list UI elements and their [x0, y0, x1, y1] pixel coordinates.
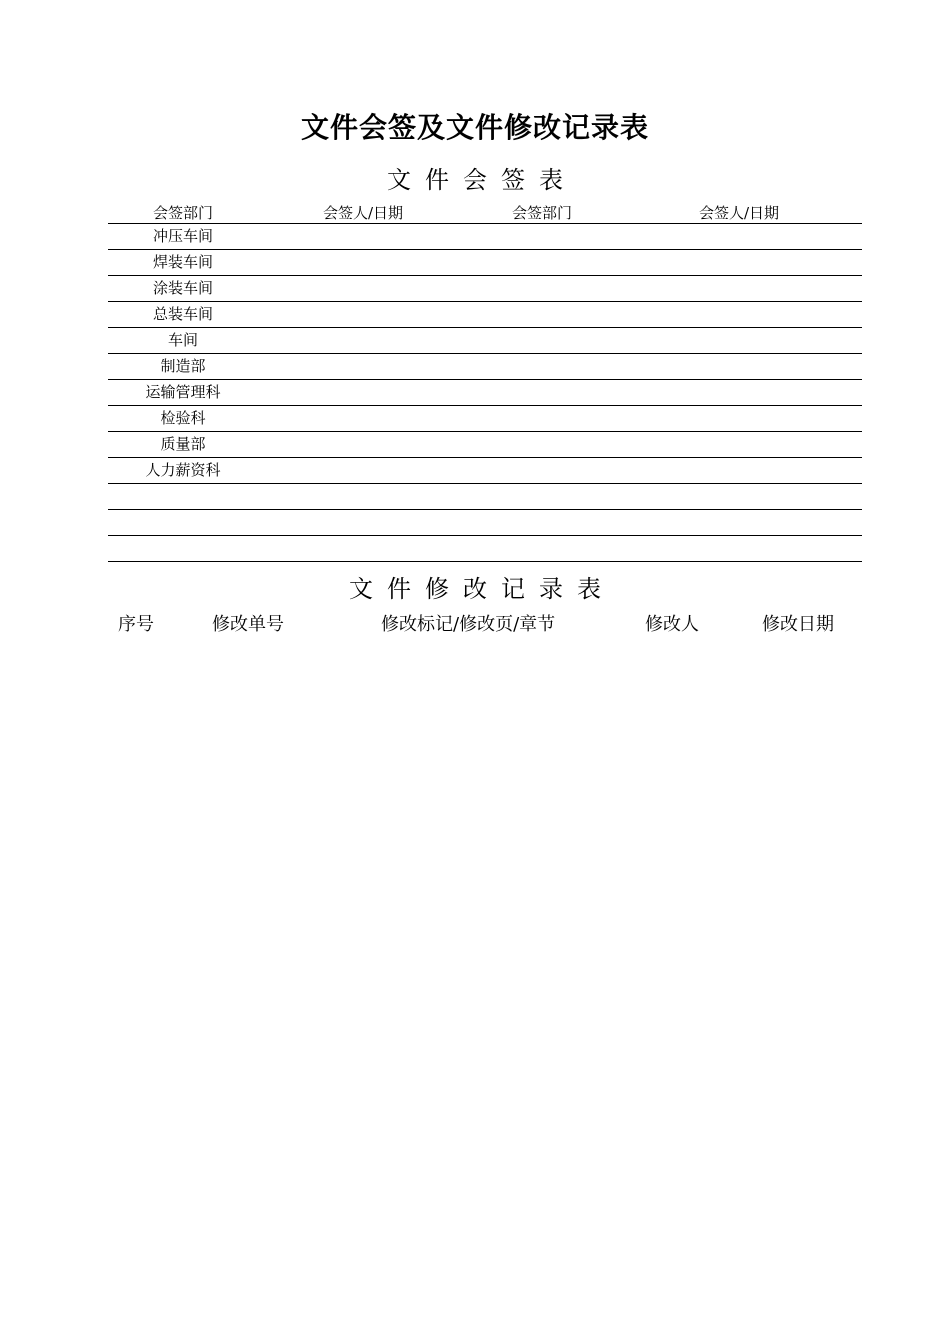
- sign-table-title: 文件会签表: [387, 166, 577, 194]
- header-modifier: 修改人: [645, 614, 699, 635]
- department-cell[interactable]: [468, 328, 616, 354]
- table-row: [108, 380, 862, 406]
- signer-date-cell[interactable]: [258, 276, 468, 302]
- modification-table-title: 文件修改记录表: [349, 575, 615, 603]
- department-cell[interactable]: [468, 302, 616, 328]
- header-signer-date-2: 会签人/日期: [616, 199, 862, 224]
- signer-date-cell[interactable]: [258, 250, 468, 276]
- table-row: [108, 484, 862, 510]
- signer-date-cell[interactable]: [616, 250, 862, 276]
- department-cell[interactable]: [108, 484, 258, 510]
- department-cell: 冲压车间: [108, 224, 258, 250]
- document-title: 文件会签及文件修改记录表: [300, 111, 649, 144]
- sign-table-header-row: [108, 199, 862, 224]
- signer-date-cell[interactable]: [258, 432, 468, 458]
- sign-table: [108, 199, 862, 562]
- department-cell: 车间: [108, 328, 258, 354]
- signer-date-cell[interactable]: [616, 302, 862, 328]
- signer-date-cell[interactable]: [258, 406, 468, 432]
- department-cell[interactable]: [468, 484, 616, 510]
- department-cell: 焊装车间: [108, 250, 258, 276]
- department-cell[interactable]: [468, 250, 616, 276]
- department-cell: 总装车间: [108, 302, 258, 328]
- signer-date-cell[interactable]: [616, 432, 862, 458]
- header-modification-mark: 修改标记/修改页/章节: [381, 614, 556, 635]
- table-row: [108, 354, 862, 380]
- table-row: [108, 302, 862, 328]
- table-row: [108, 406, 862, 432]
- signer-date-cell[interactable]: [258, 536, 468, 562]
- signer-date-cell[interactable]: [616, 328, 862, 354]
- department-cell[interactable]: [108, 536, 258, 562]
- department-cell[interactable]: [108, 510, 258, 536]
- signer-date-cell[interactable]: [616, 380, 862, 406]
- signer-date-cell[interactable]: [616, 276, 862, 302]
- department-cell[interactable]: [468, 380, 616, 406]
- header-department-1: 会签部门: [108, 199, 258, 224]
- header-department-2: 会签部门: [468, 199, 616, 224]
- department-cell[interactable]: [468, 354, 616, 380]
- department-cell: 检验科: [108, 406, 258, 432]
- signer-date-cell[interactable]: [616, 406, 862, 432]
- signer-date-cell[interactable]: [258, 484, 468, 510]
- table-row: [108, 276, 862, 302]
- signer-date-cell[interactable]: [616, 510, 862, 536]
- header-modification-number: 修改单号: [212, 614, 284, 635]
- department-cell: 人力薪资科: [108, 458, 258, 484]
- department-cell[interactable]: [468, 276, 616, 302]
- department-cell: 涂装车间: [108, 276, 258, 302]
- department-cell: 运输管理科: [108, 380, 258, 406]
- signer-date-cell[interactable]: [258, 510, 468, 536]
- signer-date-cell[interactable]: [258, 458, 468, 484]
- signer-date-cell[interactable]: [616, 224, 862, 250]
- table-row: [108, 458, 862, 484]
- table-row: [108, 328, 862, 354]
- department-cell[interactable]: [468, 224, 616, 250]
- header-serial-number: 序号: [118, 614, 154, 635]
- signer-date-cell[interactable]: [258, 302, 468, 328]
- table-row: [108, 224, 862, 250]
- signer-date-cell[interactable]: [258, 380, 468, 406]
- table-row: [108, 432, 862, 458]
- department-cell: 制造部: [108, 354, 258, 380]
- department-cell[interactable]: [468, 432, 616, 458]
- department-cell[interactable]: [468, 510, 616, 536]
- table-row: [108, 536, 862, 562]
- signer-date-cell[interactable]: [616, 536, 862, 562]
- signer-date-cell[interactable]: [616, 458, 862, 484]
- header-modification-date: 修改日期: [762, 614, 834, 635]
- department-cell[interactable]: [468, 536, 616, 562]
- table-row: [108, 250, 862, 276]
- signer-date-cell[interactable]: [616, 354, 862, 380]
- signer-date-cell[interactable]: [258, 354, 468, 380]
- department-cell[interactable]: [468, 406, 616, 432]
- header-signer-date-1: 会签人/日期: [258, 199, 468, 224]
- department-cell[interactable]: [468, 458, 616, 484]
- table-row: [108, 510, 862, 536]
- signer-date-cell[interactable]: [258, 224, 468, 250]
- department-cell: 质量部: [108, 432, 258, 458]
- signer-date-cell[interactable]: [616, 484, 862, 510]
- signer-date-cell[interactable]: [258, 328, 468, 354]
